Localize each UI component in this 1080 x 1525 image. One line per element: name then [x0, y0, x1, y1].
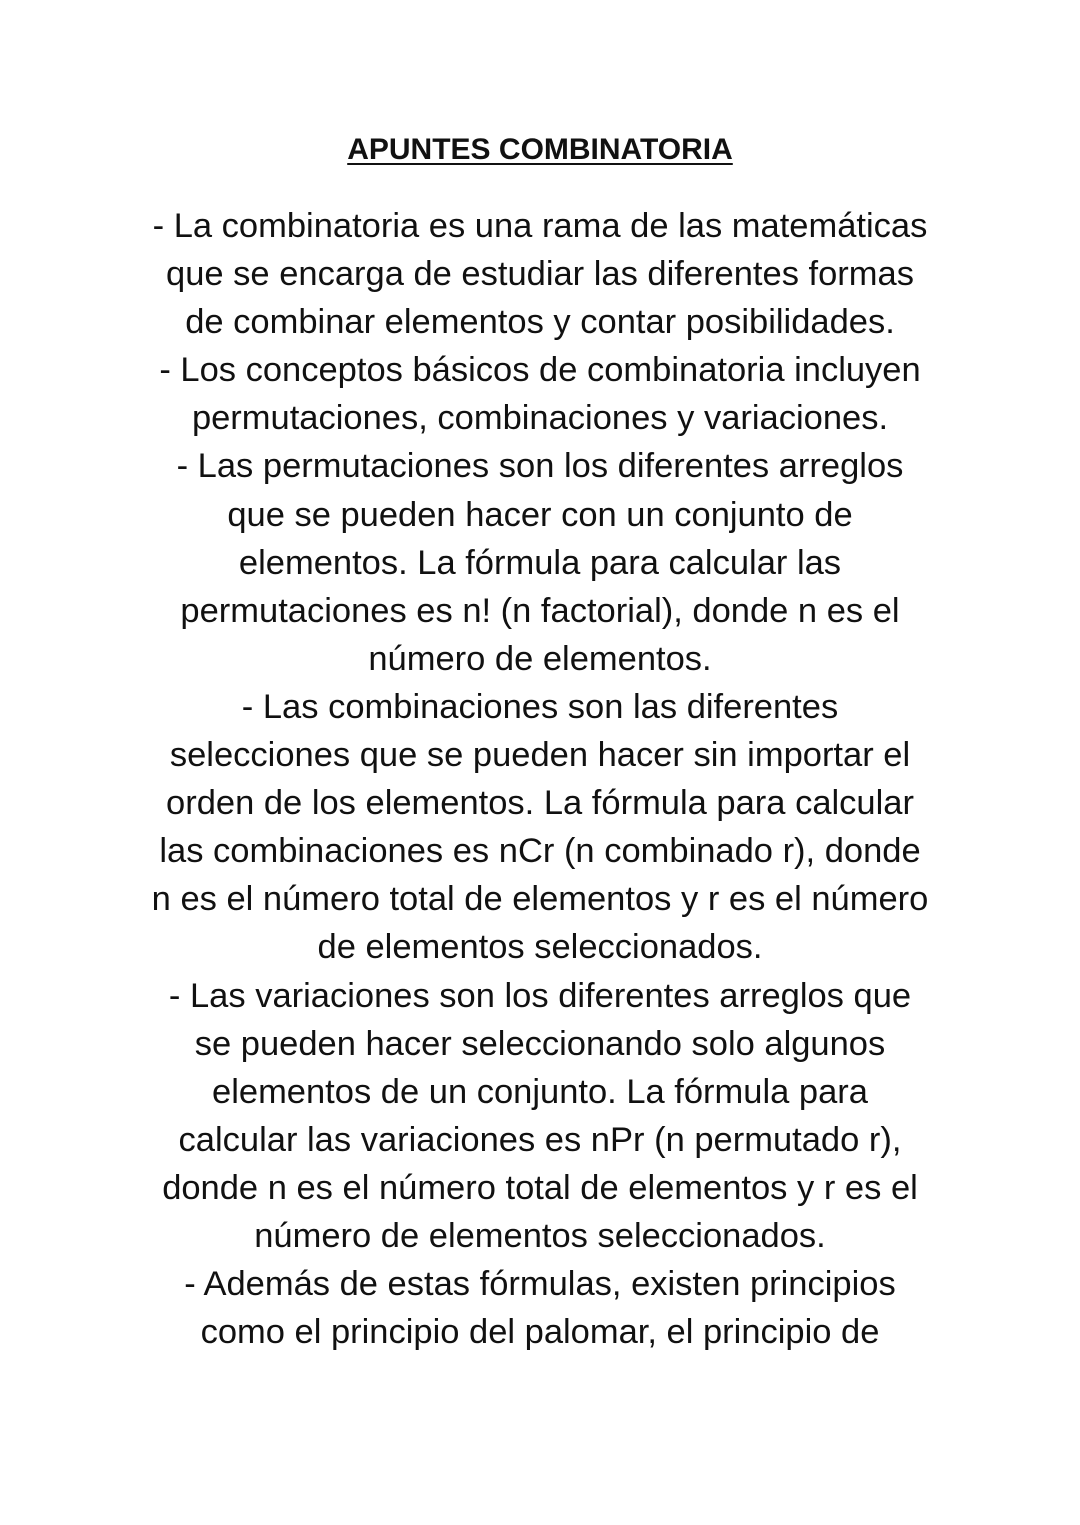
text-line: se pueden hacer seleccionando solo algunos	[194, 1024, 886, 1063]
document-title: APUNTES COMBINATORIA	[347, 133, 733, 166]
text-line: permutaciones, combinaciones y variaciones.	[191, 399, 889, 438]
document-body	[0, 202, 1080, 1356]
text-line: de elementos seleccionados.	[317, 928, 763, 967]
text-line: número de elementos.	[368, 639, 712, 678]
text-line: elementos de un conjunto. La fórmula para	[212, 1072, 868, 1111]
text-line: calcular las variaciones es nPr (n permutado r),	[178, 1120, 902, 1159]
text-line: como el principio del palomar, el principio de	[200, 1313, 880, 1352]
text-line: de combinar elementos y contar posibilidades.	[185, 303, 895, 342]
text-line: permutaciones es n! (n factorial), donde n es el	[180, 591, 900, 630]
text-line: - Los conceptos básicos de combinatoria incluyen	[159, 351, 921, 390]
text-line: n es el número total de elementos y r es el número	[151, 880, 929, 919]
text-line: - La combinatoria es una rama de las matemáticas	[152, 207, 928, 245]
text-line: número de elementos seleccionados.	[254, 1216, 826, 1255]
text-line: - Además de estas fórmulas, existen principios	[184, 1265, 896, 1304]
text-line: donde n es el número total de elementos y r es el	[162, 1168, 918, 1207]
text-line: - Las variaciones son los diferentes arreglos que	[168, 976, 912, 1015]
text-line: que se encarga de estudiar las diferentes formas	[166, 255, 914, 294]
text-line: elementos. La fórmula para calcular las	[238, 543, 842, 582]
text-line: orden de los elementos. La fórmula para calcular	[166, 784, 914, 823]
text-line: - Las combinaciones son las diferentes	[241, 687, 839, 726]
text-line: que se pueden hacer con un conjunto de	[227, 495, 853, 534]
text-line: - Las permutaciones son los diferentes arreglos	[176, 447, 904, 486]
text-line: las combinaciones es nCr (n combinado r), donde	[159, 832, 921, 871]
text-line: selecciones que se pueden hacer sin importar el	[169, 736, 911, 775]
